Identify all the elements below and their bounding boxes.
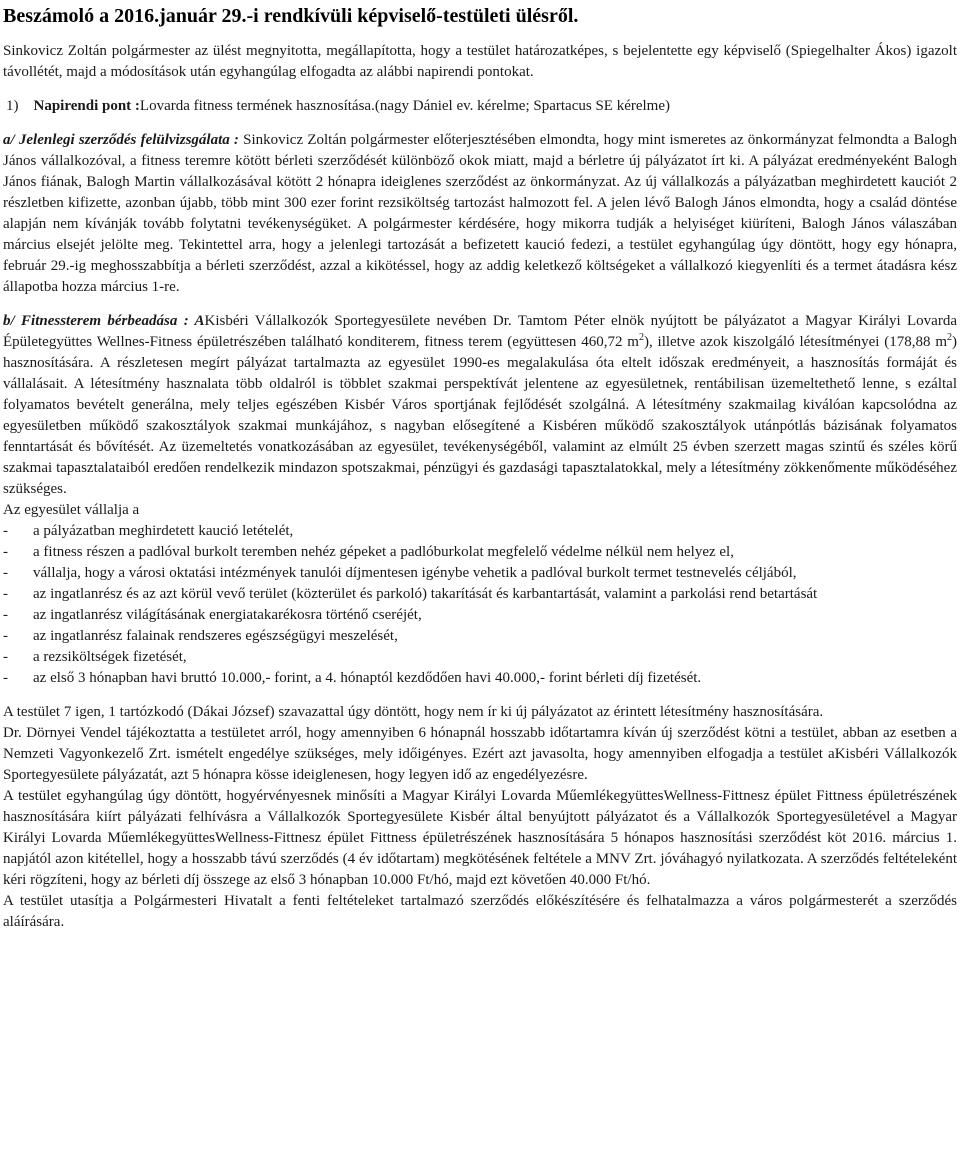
list-dash: -: [3, 586, 8, 602]
decision-paragraph: A testület 7 igen, 1 tartózkodó (Dákai József) szavazattal úgy döntött, hogy nem ír ki új pályázatot az érintett létesítmény hasznosítására.: [3, 704, 824, 720]
list-dash: -: [3, 670, 8, 686]
list-dash: -: [3, 649, 8, 665]
instruction-paragraph: A testület utasítja a Polgármesteri Hivatalt a fenti feltételeket tartalmazó szerződés előkészítésére és felhatalmazza a város polgármesterét a szerződés aláírására.: [3, 893, 957, 930]
list-dash: -: [3, 607, 8, 623]
agenda-label: Napirendi pont :: [33, 98, 140, 114]
superscript-2: 2: [947, 332, 952, 343]
section-b-paragraph: [3, 311, 957, 500]
section-b-heading: b/ Fitnessterem bérbeadása : A: [3, 313, 205, 329]
commitments-list: [3, 521, 957, 689]
list-item: [3, 605, 957, 626]
list-dash: -: [3, 565, 8, 581]
list-item-text: vállalja, hogy a városi oktatási intézmények tanulói díjmentesen igénybe vehetik a padlóval burkolt termet testnevelés céljából,: [33, 565, 797, 581]
section-b-text-2: ), illetve azok kiszolgáló létesítményei (178,88 m: [643, 334, 947, 350]
list-item: [3, 668, 957, 689]
intro-paragraph: Sinkovicz Zoltán polgármester az ülést megnyitotta, megállapította, hogy a testület határozatképes, s bejelentette egy képviselő (Spiegelhalter Ákos) igazolt távollétét, majd a módosítások után egyhangúlag elfogadta az alábbi napirendi pontokat.: [3, 43, 957, 80]
section-a-paragraph: [3, 130, 957, 298]
list-item-text: a fitness részen a padlóval burkolt teremben nehéz gépeket a padlóburkolat megfelelő védelme nélkül nem helyez el,: [33, 544, 734, 560]
list-item-text: az első 3 hónapban havi bruttó 10.000,- forint, a 4. hónaptól kezdődően havi 40.000,- forint bérleti díj fizetését.: [33, 670, 702, 686]
agenda-text: Lovarda fitness termének hasznosítása.(nagy Dániel ev. kérelme; Spartacus SE kérelme): [139, 98, 670, 114]
section-a-heading: a/ Jelenlegi szerződés felülvizsgálata :: [3, 132, 239, 148]
list-item: [3, 542, 957, 563]
commitments-intro: Az egyesület vállalja a: [3, 502, 140, 518]
list-item-text: az ingatlanrész falainak rendszeres egészségügyi meszelését,: [33, 628, 398, 644]
list-item: [3, 563, 957, 584]
list-item-text: a rezsiköltségek fizetését,: [33, 649, 187, 665]
section-b-text-1: Kisbéri Vállalkozók Sportegyesülete nevében Dr. Tamtom Péter elnök nyújtott be pályázatot a Magyar Királyi Lovarda Épületegyüttes Wellnes-Fitness épületrészében található konditerem, fitness terem (együttesen 460,72 m: [3, 313, 957, 350]
section-a-text: Sinkovicz Zoltán polgármester előterjesztésében elmondta, hogy mint ismeretes az önkormányzat felmondta a Balogh János vállalkozóval, a fitness teremre kötött bérleti szerződését különböző okok miatt, majd a bérletre új pályázatot írt ki. A pályázat eredményeként Balogh János fiának, Balogh Martin vállalkozásával kötött 2 hónapra ideiglenes szerződést az önkormányzat. Az új vállalkozás a pályázatban meghirdetett kauciót 2 részletben kifizette, azonban újabb, több mint 300 ezer forint rezsiköltség tartozást halmozott fel. A jelen lévő Balogh János elmondta, hogy a család döntése alapján nem kívánják tovább folytatni tevékenységüket. A polgármester kérdésére, hogy mikorra tudják a helyiséget kiüríteni, Balogh János válaszában március elsejét jelölte meg. Tekintettel arra, hogy a jelenlegi tartozását a befizetett kaució fedezi, a testület egyhangúlag úgy döntött, hogy egy hónapra, február 29.-ig meghosszabbítja a bérleti szerződést, azzal a kikötéssel, hogy az addig keletkező költségeket a vállalkozó kiegyenlíti és a termet átadásra kész állapotba hozza március 1-re.: [3, 132, 958, 295]
list-item: [3, 584, 957, 605]
superscript-1: 2: [638, 332, 644, 343]
resolution-paragraph: A testület egyhangúlag úgy döntött, hogyérvényesnek minősíti a Magyar Királyi Lovarda MűemlékegyüttesWellness-Fittnesz épület Fittness épületrészének hasznosítására kiírt pályázati felhívásra a Vállalkozók Sportegyesülete Kisbér által benyújtott pályázatot és a Vállalkozók Sportegyesületével a Magyar Királyi Lovarda MűemlékegyüttesWellness-Fittnesz épület Fittness épületrészének hasznosítására 5 hónapos hasznosítási szerződést köt 2016. március 1. napjától azon kitétellel, hogy a hosszabb távú szerződés (4 év időtartam) megkötésének feltétele a MNV Zrt. jóváhagyó nyilatkozata. A szerződés feltételeként kéri rögzíteni, hogy az bérleti díj összege az első 3 hónapban 10.000 Ft/hó, majd ezt követően 40.000 Ft/hó.: [3, 788, 957, 888]
agenda-item: [6, 96, 957, 117]
list-item-text: az ingatlanrész világításának energiatakarékosra történő cseréjét,: [33, 607, 422, 623]
list-dash: -: [3, 544, 8, 560]
list-item-text: az ingatlanrész és az azt körül vevő terület (közterület és parkoló) takarítását és karbantartását, valamint a parkolási rend betartását: [33, 586, 818, 602]
list-dash: -: [3, 628, 8, 644]
list-dash: -: [3, 523, 8, 539]
list-item: [3, 647, 957, 668]
list-item: [3, 521, 957, 542]
document-title: Beszámoló a 2016.január 29.-i rendkívüli képviselő-testületi ülésről.: [3, 5, 579, 27]
list-item-text: a pályázatban meghirdetett kaució letételét,: [33, 523, 294, 539]
agenda-number: 1): [6, 98, 19, 114]
list-item: [3, 626, 957, 647]
advice-paragraph: Dr. Dörnyei Vendel tájékoztatta a testületet arról, hogy amennyiben 6 hónapnál hosszabb időtartamra kíván új szerződést kötni a testület, abban az esetben a Nemzeti Vagyonkezelő Zrt. ismételt engedélye szükséges, mely időigényes. Ezért azt javasolta, hogy amennyiben elfogadja a testület aKisbéri Vállalkozók Sportegyesülete pályázatát, azt 5 hónapra kösse ideiglenesen, hogy legyen idő az engedélyezésre.: [3, 725, 957, 783]
section-b-text-3: ) hasznosítására. A részletesen megírt pályázat tartalmazta az egyesület 1990-es megalakulása óta eltelt időszak eredményeit, a hasznosítás formáját és vállalásait. A létesítmény hasznalata több oldalról is többlet szakmai perspektívát jelentene az egyesületnek, rentábilisan üzemeltethető lenne, s ezáltal folyamatos bevételt generálna, mely teljes egészében Kisbér Város sportjának fejlődését szolgálná. A létesítmény szakmailag kiválóan kapcsolódna az egyesületben működő szakosztályok szakmai munkájához, s nagyban elősegítené a Kisbéren működő szakosztályok utánpótlás bázisának folyamatos fenntartását és bővítését. Az üzemeltetés vonatkozásában az egyesület, tevékenységéből, valamint az elmúlt 25 évben szerzett magas szintű és széles körű szakmai tapasztalataiból eredően rendelkezik mindazon spotszakmai, pénzügyi és gazdasági tapasztalatokkal, mely a létesítmény zökkenőmente működéséhez szükséges.: [3, 334, 957, 497]
